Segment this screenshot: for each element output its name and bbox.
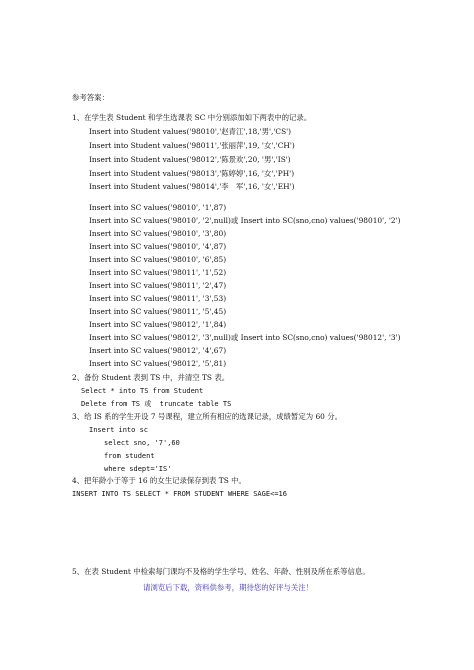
student-insert-line: Insert into Student values('98013','陈婷婷',16, '女','PH') <box>89 169 295 178</box>
sc-insert-line: Insert into SC values('98011', '2',47) <box>89 281 227 290</box>
sc-insert-line: Insert into SC values('98011', '1',52) <box>89 268 227 277</box>
sc-insert-line: Insert into SC values('98012', '5',81) <box>89 359 227 368</box>
sc-insert-line: Insert into SC values('98012', '4',67) <box>89 346 227 355</box>
question-4-title: 4、把年龄小于等于 16 的女生记录保存到表 TS 中。 <box>72 476 246 485</box>
sc-insert-line: Insert into SC values('98010', '4',87) <box>89 242 227 251</box>
sc-insert-line: Insert into SC values('98010', '1',87) <box>89 203 227 212</box>
sc-insert-line: Insert into SC values('98011', '3',53) <box>89 294 227 303</box>
answer-heading: 参考答案： <box>72 93 109 102</box>
code-line: where sdept='IS' <box>104 465 172 473</box>
question-1-title: 1、在学生表 Student 和学生选课表 SC 中分别添加如下两表中的记录。 <box>72 113 312 122</box>
code-line: Delete from TS 或 truncate table TS <box>81 400 232 408</box>
question-2-title: 2、备份 Student 表到 TS 中，并清空 TS 表。 <box>72 373 230 382</box>
sc-insert-line: Insert into SC values('98010', '3',80) <box>89 229 227 238</box>
sc-insert-line: Insert into SC values('98012', '1',84) <box>89 320 227 329</box>
sc-insert-line: Insert into SC values('98011', '5',45) <box>89 307 227 316</box>
question-3-title: 3、给 IS 系的学生开设 7 号课程，建立所有相应的选课记录，成绩暂定为 60 分。 <box>72 412 342 421</box>
code-line: Insert into sc <box>89 426 149 434</box>
sc-insert-line: Insert into SC values('98012', '3',null)或 Insert into SC(sno,cno) values('98012', '3') <box>89 333 401 342</box>
footer-note: 请浏览后下载，资料供参考，期待您的好评与关注！ <box>143 583 313 592</box>
student-insert-line: Insert into Student values('98014','李 军',16, '女','EH') <box>89 182 295 191</box>
student-insert-line: Insert into Student values('98012','陈景欢',20, '男','IS') <box>89 155 291 164</box>
code-line: INSERT INTO TS SELECT * FROM STUDENT WHERE SAGE<=16 <box>72 490 287 498</box>
sc-insert-line: Insert into SC values('98010', '6',85) <box>89 255 227 264</box>
student-insert-line: Insert into Student values('98011','张丽萍',19, '女','CH') <box>89 141 295 150</box>
student-insert-line: Insert into Student values('98010','赵青江',18,'男','CS') <box>89 127 292 136</box>
sc-insert-line: Insert into SC values('98010', '2',null)或 Insert into SC(sno,cno) values('98010', '2') <box>89 216 401 225</box>
code-line: Select * into TS from Student <box>81 387 204 395</box>
question-5-title: 5、在表 Student 中检索每门课均不及格的学生学号、姓名、年龄、性别及所在系等信息。 <box>72 567 370 576</box>
code-line: select sno, '7',60 <box>104 439 180 447</box>
code-line: from student <box>104 452 155 460</box>
